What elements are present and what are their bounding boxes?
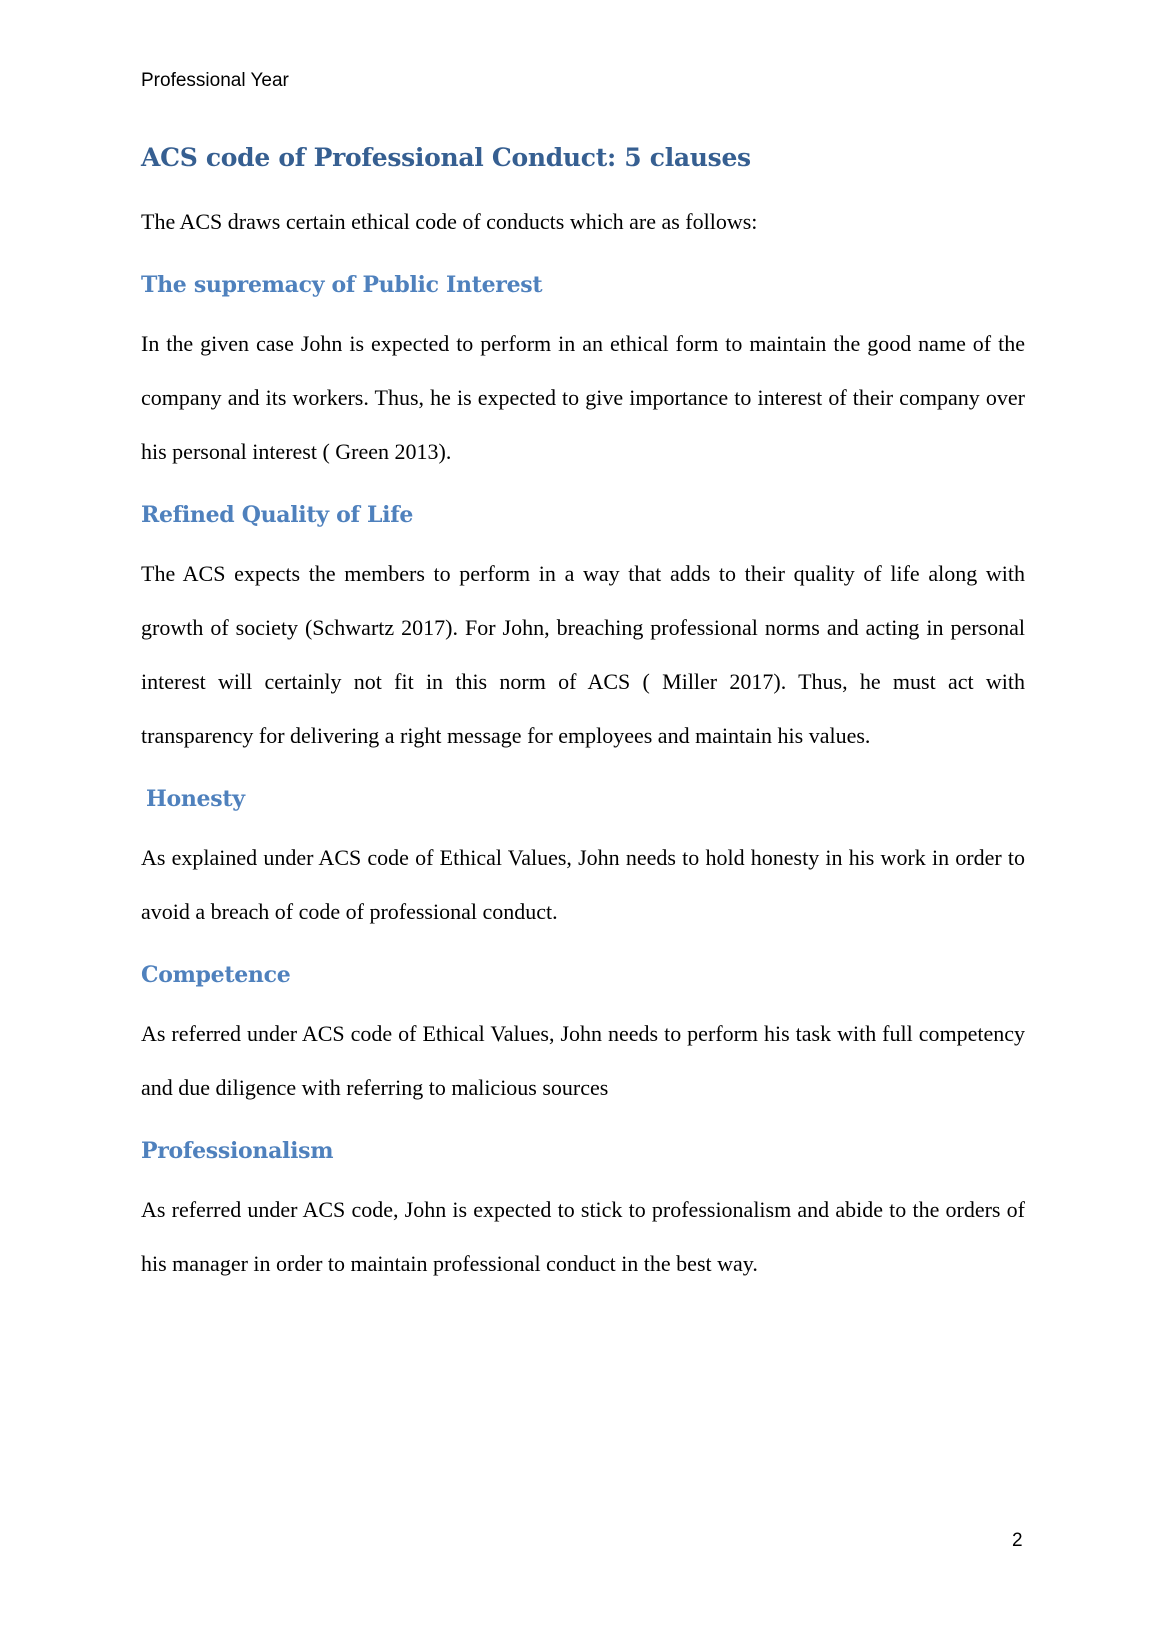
- paragraph-professionalism: As referred under ACS code, John is expected to stick to professionalism and abide to the orders of his manager in order to maintain professional conduct in the best way.: [141, 1197, 1025, 1276]
- running-header: Professional Year: [141, 70, 289, 91]
- paragraph-honesty: As explained under ACS code of Ethical Values, John needs to hold honesty in his work in order to avoid a breach of code of professional conduct.: [141, 845, 1025, 924]
- heading-honesty: Honesty: [146, 786, 245, 812]
- page-number: 2: [1012, 1530, 1023, 1551]
- paragraph-public-interest: In the given case John is expected to perform in an ethical form to maintain the good name of the company and its workers. Thus, he is expected to give importance to interest of their company over his personal interest ( Green 2013).: [141, 331, 1025, 464]
- paragraph-competence: As referred under ACS code of Ethical Values, John needs to perform his task with full competency and due diligence with referring to malicious sources: [141, 1021, 1025, 1100]
- page-content: [141, 138, 1025, 1291]
- heading-professionalism: Professionalism: [141, 1138, 334, 1164]
- intro-paragraph: The ACS draws certain ethical code of conducts which are as follows:: [141, 209, 758, 234]
- heading-quality-of-life: Refined Quality of Life: [141, 502, 414, 528]
- heading-competence: Competence: [141, 962, 291, 988]
- heading-public-interest: The supremacy of Public Interest: [141, 272, 543, 298]
- paragraph-quality-of-life: The ACS expects the members to perform in a way that adds to their quality of life along with growth of society (Schwartz 2017). For John, breaching professional norms and acting in personal interest will certainly not fit in this norm of ACS ( Miller 2017). Thus, he must act with transparency for delivering a right message for employees and maintain his values.: [141, 561, 1025, 748]
- document-title: ACS code of Professional Conduct: 5 clauses: [141, 143, 751, 172]
